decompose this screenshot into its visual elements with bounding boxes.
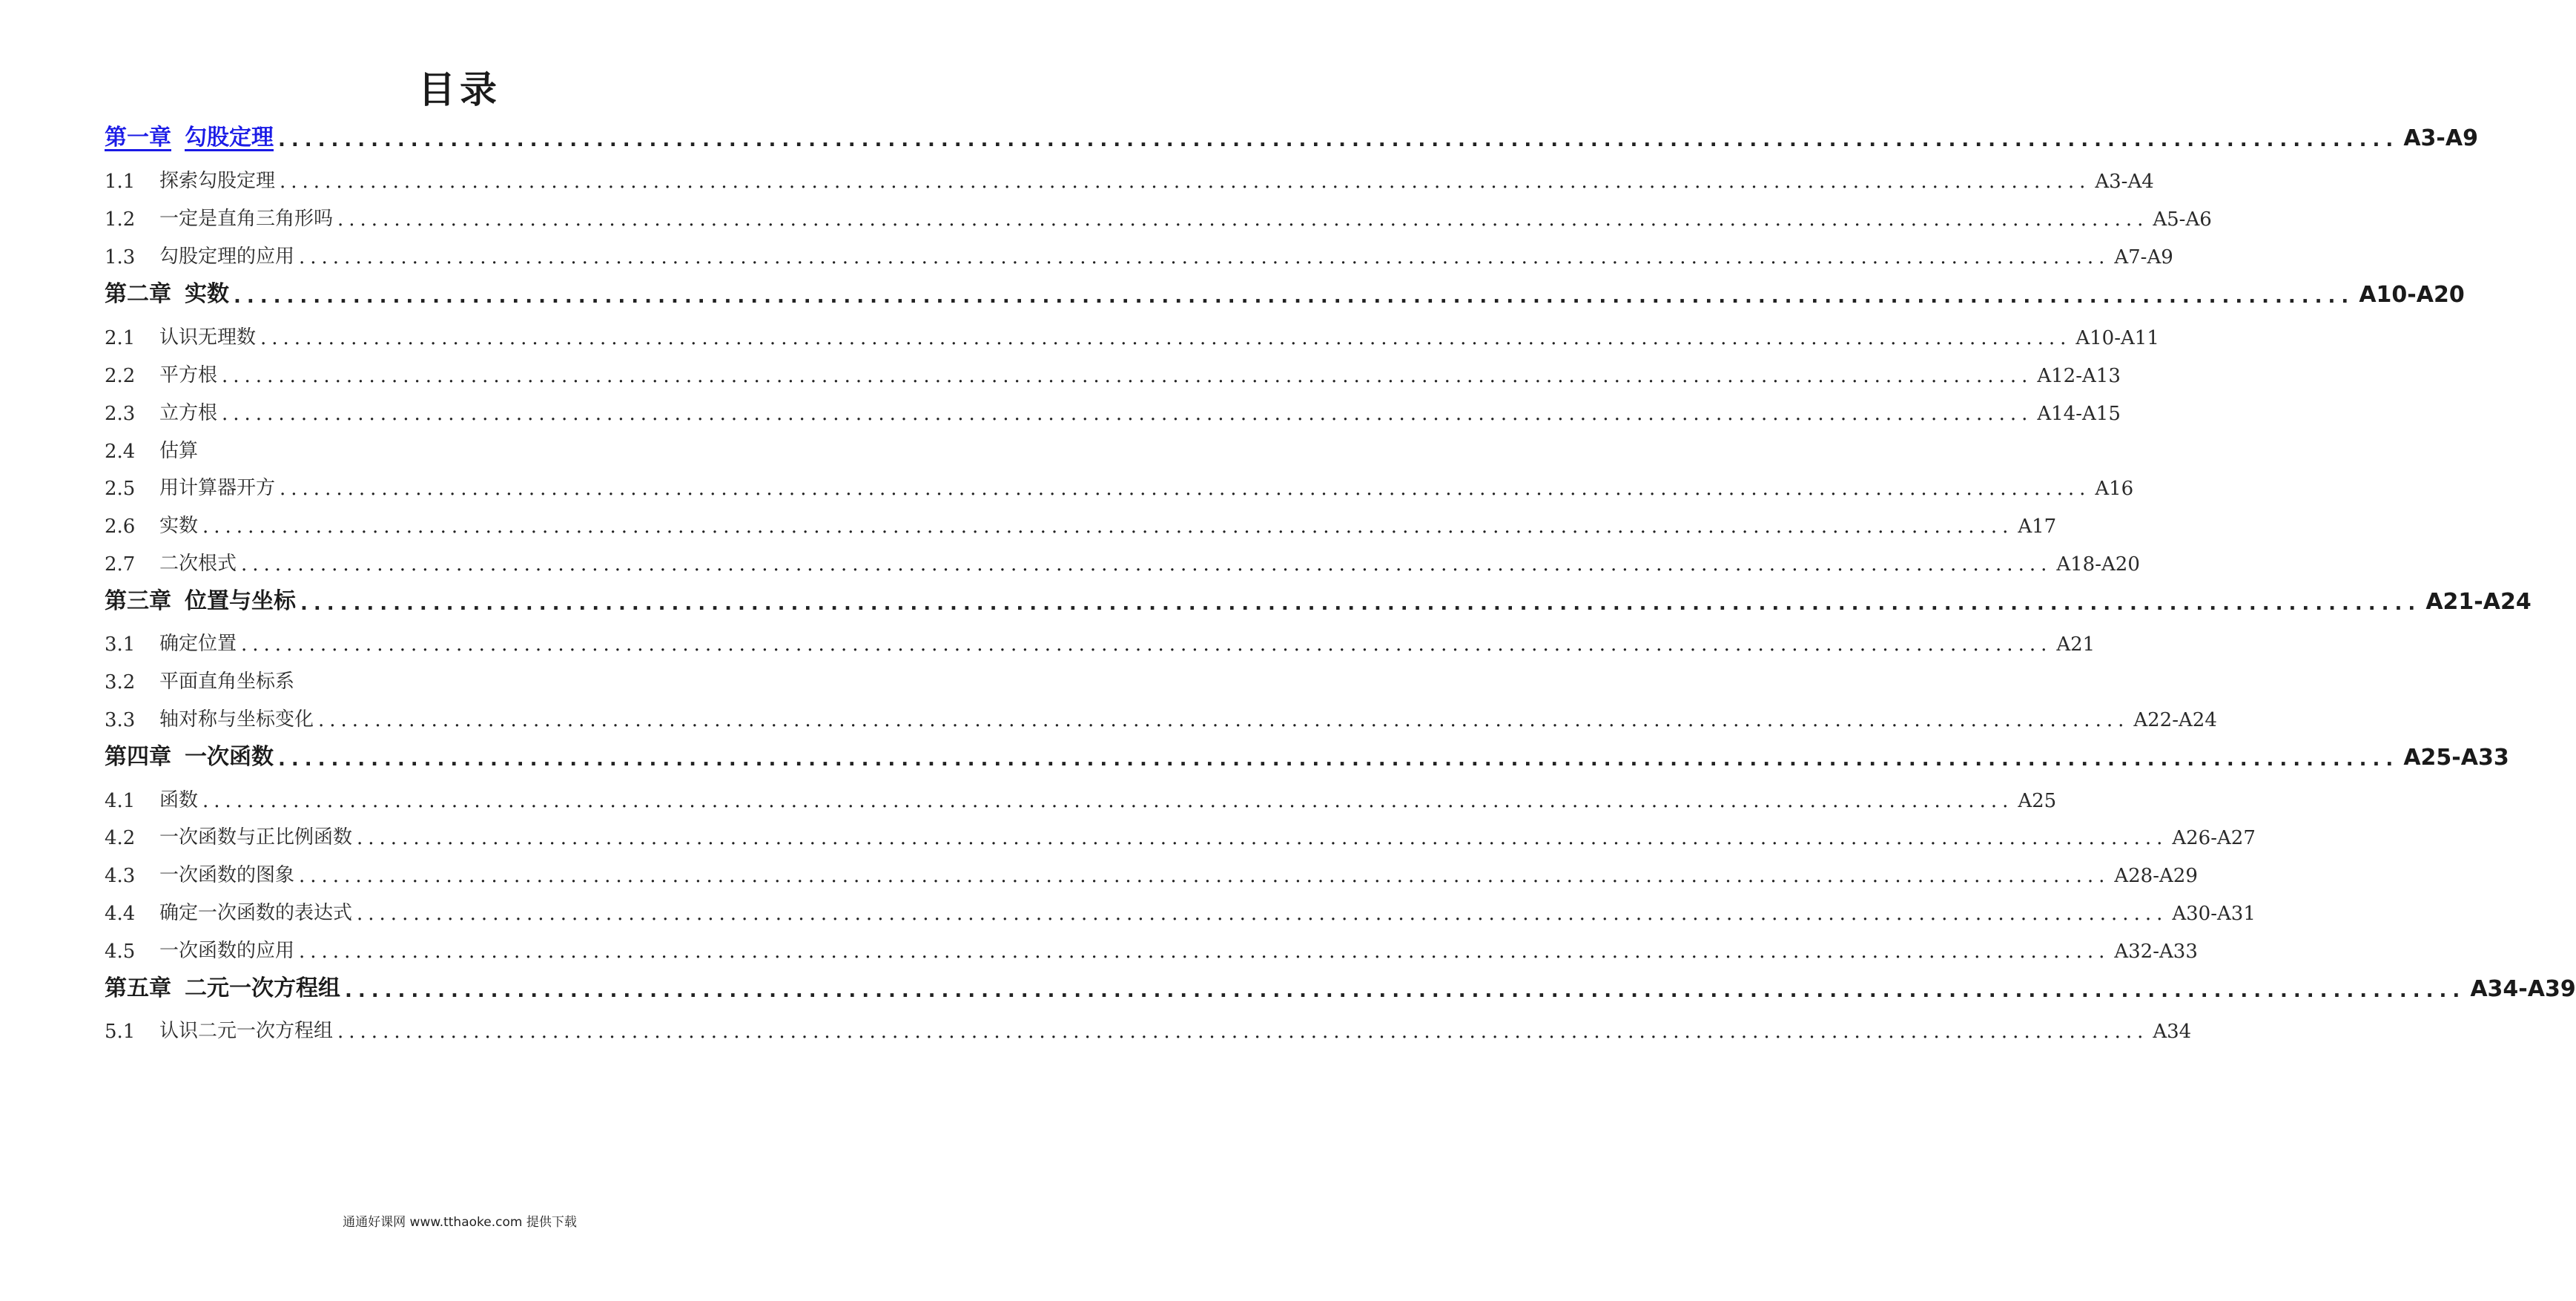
section-number: 1.3 bbox=[105, 246, 136, 269]
chapter-link[interactable] bbox=[105, 119, 274, 151]
dot-leader: ................................................................................................................................................................ bbox=[300, 593, 2422, 615]
toc-chapter-entry bbox=[105, 968, 2576, 1002]
chapter-number: 第三章 bbox=[105, 588, 171, 614]
page-title: 目录 bbox=[418, 68, 501, 111]
section-number: 4.1 bbox=[105, 790, 136, 812]
page-range: A5-A6 bbox=[2153, 208, 2212, 231]
toc-section-entry bbox=[105, 697, 2217, 731]
dot-leader: ................................................................................................................................................................ bbox=[337, 1021, 2149, 1043]
toc-chapter-entry bbox=[105, 581, 2532, 615]
section-title: 立方根 bbox=[159, 402, 218, 424]
section-title: 认识二元一次方程组 bbox=[159, 1020, 334, 1042]
chapter-title: 实数 bbox=[185, 281, 229, 307]
section-number: 2.1 bbox=[105, 327, 136, 349]
dot-leader: ................................................................................................................................................................ bbox=[260, 327, 2072, 349]
section-title: 确定位置 bbox=[159, 633, 237, 655]
chapter-title: 二元一次方程组 bbox=[185, 975, 340, 1001]
chapter-label bbox=[105, 275, 229, 308]
page-range: A21 bbox=[2056, 633, 2096, 656]
toc-section-entry bbox=[105, 315, 2159, 349]
toc-section-entry bbox=[105, 622, 2096, 656]
toc-section-entry bbox=[105, 815, 2256, 849]
page-range: A3-A9 bbox=[2403, 125, 2478, 151]
page-range: A16 bbox=[2095, 478, 2134, 500]
page-range: A18-A20 bbox=[2056, 553, 2140, 576]
dot-leader: ................................................................................................................................................................ bbox=[241, 633, 2052, 656]
footer-text: 通通好课网 www.tthaoke.com 提供下载 bbox=[343, 1215, 577, 1230]
page-range: A10-A20 bbox=[2359, 282, 2465, 308]
chapter-title: 勾股定理 bbox=[185, 125, 274, 151]
page-range: A28-A29 bbox=[2114, 865, 2198, 887]
section-title: 探索勾股定理 bbox=[159, 170, 276, 192]
dot-leader: ................................................................................................................................................................ bbox=[345, 980, 2466, 1002]
toc-section-entry bbox=[105, 466, 2134, 500]
page-range: A25-A33 bbox=[2403, 745, 2509, 771]
toc-chapter-entry[interactable] bbox=[105, 117, 2478, 151]
page-range: A30-A31 bbox=[2172, 903, 2256, 925]
section-number: 3.2 bbox=[105, 671, 136, 694]
chapter-label bbox=[105, 738, 274, 771]
page-range: A26-A27 bbox=[2172, 827, 2256, 849]
section-title: 确定一次函数的表达式 bbox=[159, 902, 353, 924]
page-range: A10-A11 bbox=[2075, 327, 2159, 349]
section-title: 实数 bbox=[159, 515, 199, 537]
section-title: 平方根 bbox=[159, 364, 218, 386]
section-title: 勾股定理的应用 bbox=[159, 246, 295, 268]
section-title: 函数 bbox=[159, 789, 199, 811]
section-number: 4.4 bbox=[105, 903, 136, 925]
chapter-number: 第五章 bbox=[105, 975, 171, 1001]
section-number: 3.3 bbox=[105, 709, 136, 731]
toc-section-entry bbox=[105, 778, 2057, 812]
section-title: 用计算器开方 bbox=[159, 477, 276, 499]
dot-leader: ................................................................................................................................................................ bbox=[318, 709, 2130, 731]
toc-section-entry bbox=[105, 391, 2121, 425]
section-number: 2.2 bbox=[105, 365, 136, 387]
page-range: A21-A24 bbox=[2425, 589, 2532, 615]
toc-section-entry bbox=[105, 353, 2121, 387]
chapter-title: 位置与坐标 bbox=[185, 588, 296, 614]
chapter-label bbox=[105, 969, 340, 1002]
toc-section-entry bbox=[105, 197, 2212, 231]
toc-section-entry bbox=[105, 891, 2256, 925]
section-title: 认识无理数 bbox=[159, 326, 257, 349]
dot-leader: ................................................................................................................................................................ bbox=[280, 478, 2091, 500]
section-number: 3.1 bbox=[105, 633, 136, 656]
toc-section-entry bbox=[105, 929, 2198, 963]
toc-section-entry bbox=[105, 853, 2198, 887]
section-number: 2.5 bbox=[105, 478, 136, 500]
toc-section-entry bbox=[105, 234, 2173, 269]
toc-section-entry bbox=[105, 159, 2154, 193]
toc-section-entry bbox=[105, 504, 2057, 538]
section-title: 平面直角坐标系 bbox=[159, 671, 295, 693]
chapter-title: 一次函数 bbox=[185, 744, 274, 770]
section-number: 2.4 bbox=[105, 441, 136, 463]
toc-section-entry bbox=[105, 659, 787, 694]
page-range: A14-A15 bbox=[2037, 403, 2121, 425]
section-number: 4.3 bbox=[105, 865, 136, 887]
dot-leader: ................................................................................................................................................................ bbox=[241, 553, 2052, 576]
dot-leader: ................................................................................................................................................................ bbox=[299, 941, 2110, 963]
toc-section-entry bbox=[105, 541, 2140, 576]
chapter-label bbox=[105, 582, 296, 615]
page-range: A34 bbox=[2153, 1021, 2192, 1043]
chapter-number: 第二章 bbox=[105, 281, 171, 307]
page-range: A34-A39 bbox=[2470, 976, 2576, 1002]
dot-leader: ................................................................................................................................................................ bbox=[278, 748, 2400, 771]
page-range: A25 bbox=[2018, 790, 2057, 812]
section-number: 2.6 bbox=[105, 516, 136, 538]
page-range: A3-A4 bbox=[2095, 171, 2154, 193]
dot-leader: ................................................................................................................................................................ bbox=[222, 365, 2033, 387]
dot-leader: ................................................................................................................................................................ bbox=[357, 903, 2168, 925]
dot-leader: ................................................................................................................................................................ bbox=[299, 865, 2110, 887]
section-number: 5.1 bbox=[105, 1021, 136, 1043]
section-number: 2.7 bbox=[105, 553, 136, 576]
section-title: 轴对称与坐标变化 bbox=[159, 708, 314, 731]
dot-leader: ................................................................................................................................................................ bbox=[234, 286, 2355, 308]
dot-leader: ................................................................................................................................................................ bbox=[357, 827, 2168, 849]
page-range: A12-A13 bbox=[2037, 365, 2121, 387]
section-title: 一次函数的图象 bbox=[159, 864, 295, 886]
section-number: 4.2 bbox=[105, 827, 136, 849]
page-range: A7-A9 bbox=[2114, 246, 2173, 269]
toc-section-entry bbox=[105, 1009, 2192, 1043]
toc-chapter-entry bbox=[105, 274, 2465, 308]
dot-leader: ................................................................................................................................................................ bbox=[278, 129, 2400, 151]
section-number: 2.3 bbox=[105, 403, 136, 425]
dot-leader: ................................................................................................................................................................ bbox=[280, 171, 2091, 193]
section-title: 一次函数的应用 bbox=[159, 940, 295, 962]
dot-leader: ................................................................................................................................................................ bbox=[337, 208, 2149, 231]
chapter-number: 第一章 bbox=[105, 125, 171, 151]
chapter-number: 第四章 bbox=[105, 744, 171, 770]
section-number: 1.1 bbox=[105, 171, 136, 193]
section-title: 一定是直角三角形吗 bbox=[159, 208, 334, 230]
section-title: 一次函数与正比例函数 bbox=[159, 826, 353, 849]
section-number: 4.5 bbox=[105, 941, 136, 963]
page-range: A22-A24 bbox=[2133, 709, 2217, 731]
section-title: 估算 bbox=[159, 440, 199, 462]
toc-chapter-entry bbox=[105, 737, 2509, 771]
dot-leader: ................................................................................................................................................................ bbox=[202, 516, 2014, 538]
page-range: A17 bbox=[2018, 516, 2057, 538]
dot-leader: ................................................................................................................................................................ bbox=[202, 790, 2014, 812]
dot-leader: ................................................................................................................................................................ bbox=[222, 403, 2033, 425]
section-title: 二次根式 bbox=[159, 553, 237, 575]
section-number: 1.2 bbox=[105, 208, 136, 231]
page-range: A32-A33 bbox=[2114, 941, 2198, 963]
dot-leader: ................................................................................................................................................................ bbox=[299, 246, 2110, 269]
toc-section-entry bbox=[105, 429, 787, 463]
